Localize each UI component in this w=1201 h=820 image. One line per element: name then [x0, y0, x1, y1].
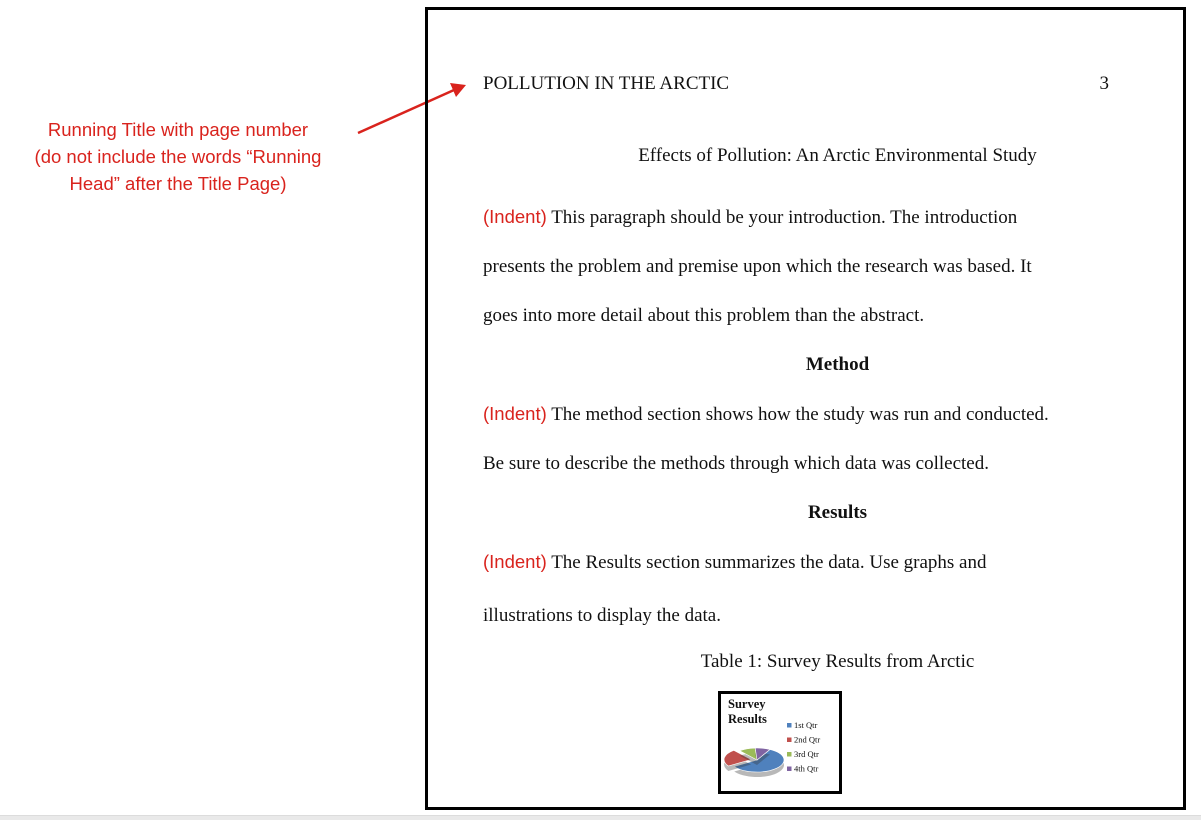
intro-line-2: presents the problem and premise upon which the research was based. It — [483, 256, 1032, 277]
running-title-annotation — [0, 116, 356, 197]
running-head — [483, 73, 1109, 95]
method-line-2: Be sure to describe the methods through which data was collected. — [483, 453, 989, 474]
running-head-title: POLLUTION IN THE ARCTIC — [483, 73, 730, 94]
page-number: 3 — [1099, 73, 1109, 94]
table-caption: Table 1: Survey Results from Arctic — [700, 651, 975, 672]
legend-label: 4th Qtr — [794, 763, 819, 774]
results-text-1: The Results section summarizes the data. Use graphs and — [551, 552, 987, 573]
legend-swatch — [787, 752, 792, 757]
legend-swatch — [787, 767, 792, 772]
legend-label: 3rd Qtr — [794, 749, 819, 759]
annotation-line-1: Running Title with page number — [47, 119, 309, 140]
results-heading: Results — [807, 502, 868, 523]
intro-text-1: This paragraph should be your introduction. The introduction — [551, 207, 1018, 228]
legend-label: 2nd Qtr — [794, 734, 821, 745]
indent-label: (Indent) — [483, 551, 547, 572]
pie-chart-svg — [721, 694, 839, 791]
indent-label: (Indent) — [483, 206, 547, 227]
method-line-1 — [483, 403, 1049, 426]
survey-results-chart — [718, 691, 842, 794]
intro-line-1 — [483, 206, 1017, 229]
indent-label: (Indent) — [483, 403, 547, 424]
intro-line-3: goes into more detail about this problem than the abstract. — [483, 305, 925, 326]
method-text-1: The method section shows how the study was run and conducted. — [551, 404, 1049, 425]
document-title: Effects of Pollution: An Arctic Environmental Study — [638, 145, 1037, 166]
legend-label: 1st Qtr — [794, 720, 818, 730]
results-line-2: illustrations to display the data. — [483, 605, 721, 626]
annotation-line-2: (do not include the words “Running — [34, 146, 322, 167]
legend-swatch — [787, 738, 792, 743]
chart-title-line: Survey — [728, 697, 766, 711]
bottom-divider — [0, 815, 1201, 820]
annotation-line-3: Head” after the Title Page) — [69, 173, 287, 194]
method-heading: Method — [805, 354, 870, 375]
results-line-1 — [483, 551, 987, 574]
legend-swatch — [787, 723, 792, 728]
document-page — [425, 7, 1186, 810]
chart-title-line: Results — [728, 712, 767, 726]
